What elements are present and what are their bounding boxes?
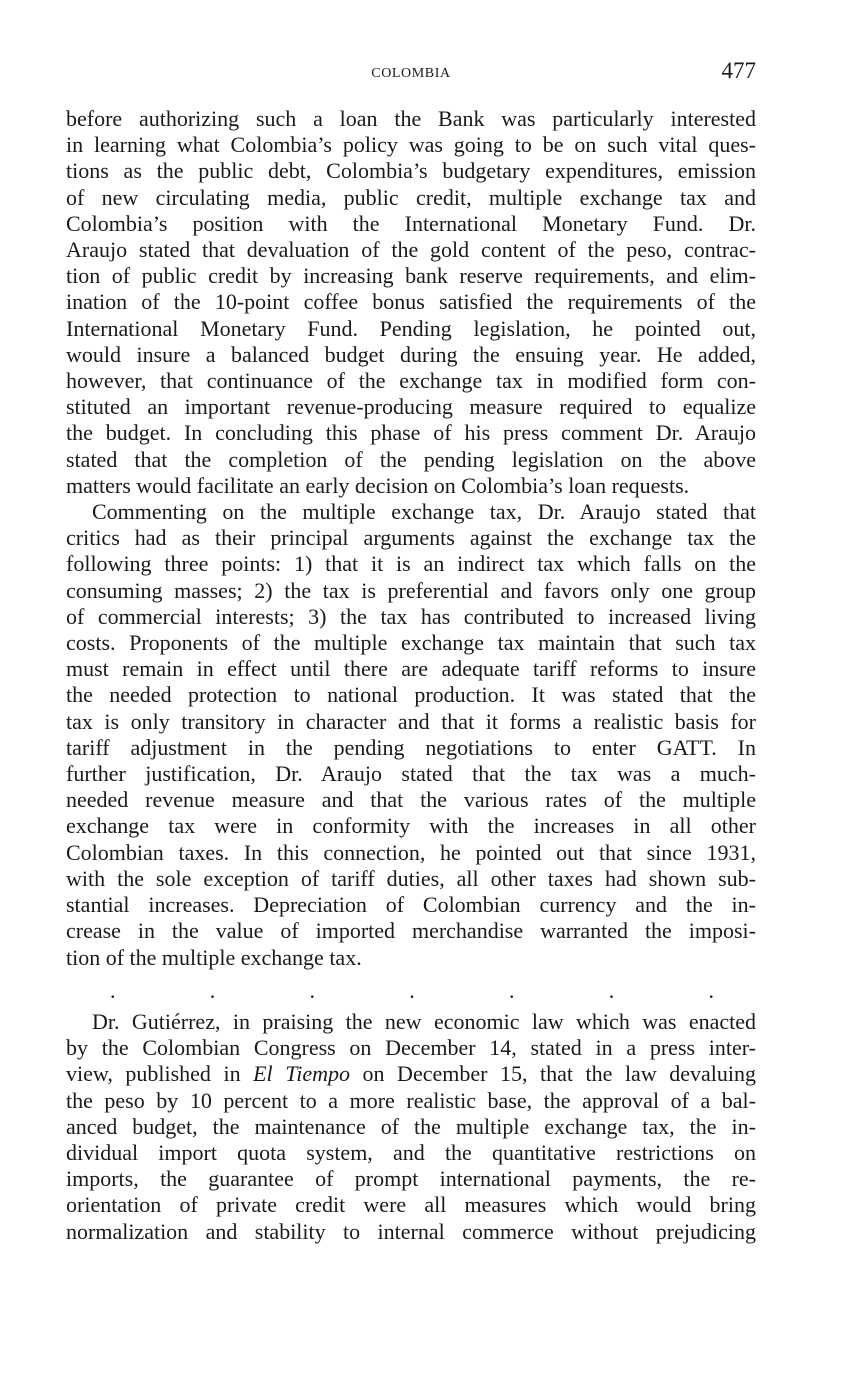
text-line: exchange tax were in conformity with the increases in all other: [66, 813, 756, 839]
text-line: Colombia’s position with the International Monetary Fund. Dr.: [66, 210, 756, 236]
text-line: would insure a balanced budget during the ensuing year. He added,: [66, 341, 756, 367]
text-line: International Monetary Fund. Pending legislation, he pointed out,: [66, 315, 756, 341]
omission-dot: .: [608, 978, 615, 1003]
text-line: needed revenue measure and that the various rates of the multiple: [66, 787, 756, 813]
paragraph-exchange-tax: [66, 499, 756, 971]
text-line: by the Colombian Congress on December 14, stated in a press inter-: [66, 1035, 756, 1061]
text-line: however, that continuance of the exchange tax in modified form con-: [66, 368, 756, 394]
text-line: further justification, Dr. Araujo stated that the tax was a much-: [66, 761, 756, 787]
text-line: matters would facilitate an early decision on Colombia’s loan requests.: [66, 472, 690, 498]
running-title: COLOMBIA: [371, 66, 451, 81]
text-line: stantial increases. Depreciation of Colombian currency and the in-: [66, 892, 756, 918]
text-line: ination of the 10-point coffee bonus satisfied the requirements of the: [66, 289, 756, 315]
omission-dot: .: [209, 978, 216, 1003]
paragraph-loan-policy: [66, 106, 756, 499]
running-head: [66, 58, 756, 88]
omission-dots: [110, 978, 714, 1003]
omission-dot: .: [309, 978, 315, 1003]
text-line: the needed protection to national production. It was stated that the: [66, 682, 756, 708]
text-line: stated that the completion of the pending legislation on the above: [66, 446, 756, 472]
text-line: imports, the guarantee of prompt international payments, the re-: [66, 1166, 756, 1192]
text-line: of new circulating media, public credit, multiple exchange tax and: [66, 184, 756, 210]
text-block-top: [66, 106, 756, 971]
text-line: Commenting on the multiple exchange tax, Dr. Araujo stated that: [92, 499, 756, 525]
text-line: the budget. In concluding this phase of his press comment Dr. Araujo: [66, 420, 756, 446]
text-line: the peso by 10 percent to a more realistic base, the approval of a bal-: [66, 1087, 756, 1113]
text-line: anced budget, the maintenance of the multiple exchange tax, the in-: [66, 1113, 756, 1139]
text-line: tions as the public debt, Colombia’s budgetary expenditures, emission: [66, 158, 756, 184]
text-line: Colombian taxes. In this connection, he pointed out that since 1931,: [66, 839, 756, 865]
text-fragment: view, published in: [66, 1061, 254, 1087]
text-line: tion of the multiple exchange tax.: [66, 944, 362, 970]
text-line: costs. Proponents of the multiple exchange tax maintain that such tax: [66, 630, 756, 656]
text-line-with-italic: [66, 1061, 756, 1087]
text-line: tax is only transitory in character and that it forms a realistic basis for: [66, 708, 756, 734]
text-line: normalization and stability to internal commerce without prejudicing: [66, 1218, 756, 1244]
text-block-bottom: [66, 1009, 756, 1245]
text-fragment: on December 15, that the law devaluing: [349, 1061, 756, 1087]
text-line: dividual import quota system, and the quantitative restrictions on: [66, 1140, 756, 1166]
omission-dot: .: [708, 978, 714, 1003]
text-line: consuming masses; 2) the tax is preferential and favors only one group: [66, 577, 756, 603]
text-line: critics had as their principal arguments against the exchange tax the: [66, 525, 756, 551]
text-line: tariff adjustment in the pending negotiations to enter GATT. In: [66, 734, 756, 760]
omission-dot: .: [409, 978, 415, 1003]
text-line: orientation of private credit were all measures which would bring: [66, 1192, 756, 1218]
text-line: stituted an important revenue-producing measure required to equalize: [66, 394, 756, 420]
text-line: must remain in effect until there are adequate tariff reforms to insure: [66, 656, 756, 682]
newspaper-title: El Tiempo: [253, 1061, 350, 1087]
text-line: tion of public credit by increasing bank reserve requirements, and elim-: [66, 263, 756, 289]
text-line: Dr. Gutiérrez, in praising the new economic law which was enacted: [92, 1009, 756, 1034]
text-line: of commercial interests; 3) the tax has contributed to increased living: [66, 603, 756, 629]
text-line: Araujo stated that devaluation of the gold content of the peso, contrac-: [66, 237, 756, 263]
paragraph-gutierrez: [66, 1009, 756, 1245]
text-line: crease in the value of imported merchandise warranted the imposi-: [66, 918, 756, 944]
omission-dot: .: [509, 978, 515, 1003]
omission-dot: .: [110, 978, 116, 1003]
text-line: before authorizing such a loan the Bank was particularly interested: [66, 106, 756, 131]
text-line: in learning what Colombia’s policy was going to be on such vital ques-: [66, 132, 756, 158]
text-line: following three points: 1) that it is an indirect tax which falls on the: [66, 551, 756, 577]
page-number: 477: [721, 58, 756, 83]
text-line: with the sole exception of tariff duties, all other taxes had shown sub-: [66, 865, 756, 891]
